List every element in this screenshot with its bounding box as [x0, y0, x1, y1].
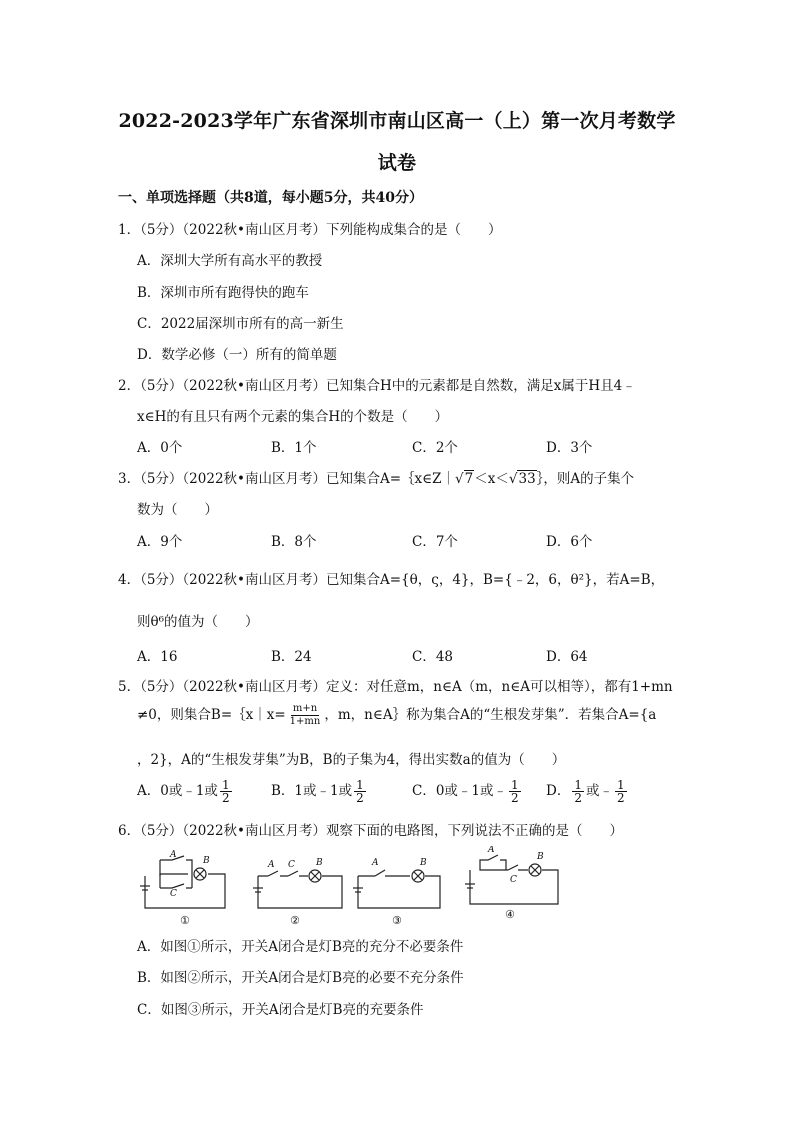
q4-option-b: B．24 — [271, 649, 312, 665]
q2-stem-line1: 2．（5分）（2022秋•南山区月考）已知集合H中的元素都是自然数，满足x属于H且4﹣ — [118, 378, 636, 394]
q1-option-d: D．数学必修（一）所有的简单题 — [137, 347, 337, 363]
c4-label-c: C — [510, 875, 517, 885]
circuit-1 — [140, 856, 225, 908]
q3-option-d: D．6个 — [546, 534, 593, 550]
q3-stem-line2: 数为（ ） — [137, 502, 218, 518]
section-heading: 一、单项选择题（共8道，每小题5分，共40分） — [118, 190, 423, 206]
c4-label-b: B — [537, 852, 544, 862]
sqrt-33: √33 — [508, 471, 536, 487]
q2-option-d: D．3个 — [546, 440, 593, 456]
c4-number: ④ — [505, 908, 515, 921]
q1-option-a: A．深圳大学所有高水平的教授 — [137, 253, 323, 269]
c4-label-a: A — [488, 846, 495, 855]
q3-stem-line1 — [118, 467, 634, 487]
q6-option-a: A．如图①所示，开关A闭合是灯B亮的充分不必要条件 — [137, 939, 464, 955]
q4-stem-line2: 则θ⁶的值为（ ） — [137, 614, 259, 630]
c3-label-a: A — [372, 858, 379, 868]
q4-option-c: C．48 — [412, 649, 454, 665]
doc-title-line2: 试卷 — [377, 152, 417, 174]
q1-stem: 1．（5分）（2022秋•南山区月考）下列能构成集合的是（ ） — [118, 222, 502, 238]
q5-stem-line1: 5．（5分）（2022秋•南山区月考）定义：对任意m，n∈A（m，n∈A可以相等），都有1+mn — [118, 679, 673, 695]
q5-option-d: D． $\frac{1}{2}$ 或﹣ $\frac{1}{2}$ — [546, 778, 625, 805]
q1-option-b: B．深圳市所有跑得快的跑车 — [137, 285, 309, 301]
q5-fraction: $\frac{m+n}{1+mn}$ — [289, 703, 321, 727]
q3-stem-mid: ＜x＜ — [474, 471, 509, 487]
q4-option-a: A．16 — [137, 649, 178, 665]
q2-stem-line2: x∈H的有且只有两个元素的集合H的个数是（ ） — [137, 409, 449, 425]
q3-stem-pre: 3．（5分）（2022秋•南山区月考）已知集合A=｛x∈Z｜ — [118, 471, 456, 487]
q4-stem-line1: 4．（5分）（2022秋•南山区月考）已知集合A={θ，ς，4}，B={﹣2，6，θ²}，若A=B， — [118, 572, 665, 588]
q3-option-b: B．8个 — [271, 534, 317, 550]
sqrt-7: √7 — [455, 471, 474, 487]
c1-number: ① — [180, 914, 190, 927]
c1-label-a: A — [170, 850, 177, 860]
q5-stem-post: ，m，n∈A｝称为集合A的“生根发芽集”．若集合A={a — [324, 707, 657, 723]
q3-option-c: C．7个 — [412, 534, 458, 550]
q2-option-a: A．0个 — [137, 440, 183, 456]
q5-stem-line2 — [137, 703, 656, 728]
q3-options — [137, 530, 697, 550]
c1-label-c: C — [170, 889, 177, 899]
c2-label-a: A — [268, 860, 275, 870]
c3-number: ③ — [392, 914, 402, 927]
q1-option-c: C．2022届深圳市所有的高一新生 — [137, 316, 344, 332]
q5-stem-pre: ≠0，则集合B=｛x｜x= — [137, 707, 286, 723]
q6-stem: 6．（5分）（2022秋•南山区月考）观察下面的电路图，下列说法不正确的是（ ） — [118, 823, 623, 839]
q5-stem-line3: ，2}，A的“生根发芽集”为B，B的子集为4，得出实数a的值为（ ） — [137, 752, 566, 768]
c2-number: ② — [290, 914, 300, 927]
q5-options — [137, 779, 697, 813]
c3-label-b: B — [420, 858, 427, 868]
circuit-diagrams — [140, 846, 560, 928]
q6-option-b: B．如图②所示，开关A闭合是灯B亮的必要不充分条件 — [137, 970, 464, 986]
q2-option-b: B．1个 — [271, 440, 317, 456]
q4-option-d: D．64 — [546, 649, 588, 665]
q5-option-a: A．0或﹣1或 $\frac{1}{2}$ — [137, 778, 230, 805]
c2-label-c: C — [288, 860, 295, 870]
q4-options — [137, 645, 697, 665]
q3-option-a: A．9个 — [137, 534, 183, 550]
q5-option-b: B．1或﹣1或 $\frac{1}{2}$ — [271, 778, 364, 805]
q5-option-c: C．0或﹣1或﹣ $\frac{1}{2}$ — [412, 778, 519, 805]
c1-label-b: B — [203, 856, 210, 866]
circuit-3 — [353, 870, 440, 908]
q3-stem-post: ｝，则A的子集个 — [536, 471, 635, 487]
doc-title-line1: 2022-2023学年广东省深圳市南山区高一（上）第一次月考数学 — [118, 110, 676, 132]
q2-options — [137, 436, 697, 456]
c2-label-b: B — [316, 858, 323, 868]
q6-option-c: C．如图③所示，开关A闭合是灯B亮的充要条件 — [137, 1002, 424, 1018]
circuit-2 — [253, 870, 342, 908]
q2-option-c: C．2个 — [412, 440, 458, 456]
